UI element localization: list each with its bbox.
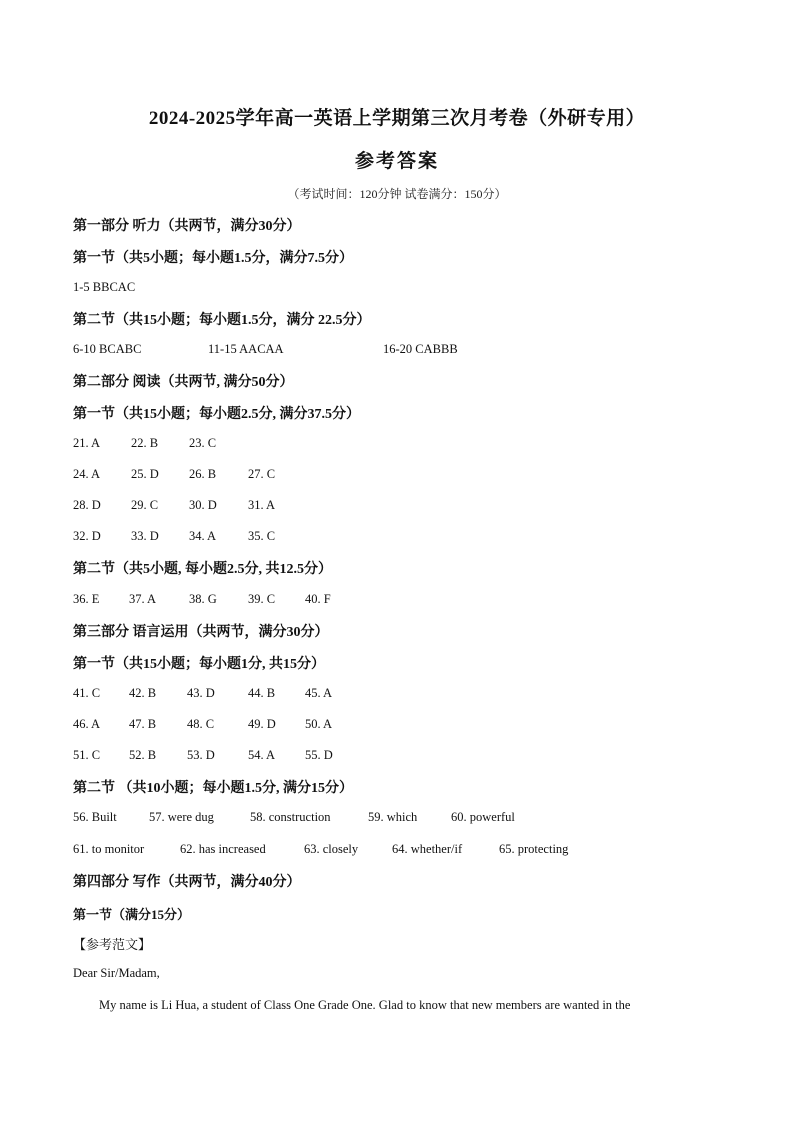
answer-item: 45. A [305, 686, 333, 700]
sample-essay-label: 【参考范文】 [73, 937, 152, 952]
page-subtitle: 参考答案 [354, 151, 439, 172]
part1-sec1-heading: 第一节（共5小题；每小题1.5分，满分7.5分） [73, 251, 353, 266]
answer-item: 44. B [248, 686, 276, 700]
answer-item: 29. C [131, 498, 159, 512]
answer-item: 26. B [189, 467, 217, 481]
part3-heading: 第三部分 语言运用（共两节，满分30分） [73, 625, 329, 640]
exam-note: （考试时间：120分钟 试卷满分：150分） [287, 187, 507, 201]
answer-item: 53. D [187, 748, 215, 762]
answer-item: 51. C [73, 748, 101, 762]
answer-item: 28. D [73, 498, 101, 512]
answer-item: 52. B [129, 748, 157, 762]
part1-sec2-heading: 第二节（共15小题；每小题1.5分，满分 22.5分） [73, 313, 371, 328]
answer-item: 63. closely [304, 842, 359, 856]
answer-item: 57. were dug [149, 810, 214, 824]
part2-sec2-heading: 第二节（共5小题, 每小题2.5分, 共12.5分） [73, 562, 332, 577]
answer-item: 61. to monitor [73, 842, 145, 856]
answer-item: 48. C [187, 717, 215, 731]
answer-item: 64. whether/if [392, 842, 463, 856]
page-title: 2024-2025学年高一英语上学期第三次月考卷（外研专用） [148, 108, 646, 129]
answer-item: 27. C [248, 467, 276, 481]
answer-item: 32. D [73, 529, 101, 543]
answer-item: 41. C [73, 686, 101, 700]
part3-sec2-heading: 第二节 （共10小题；每小题1.5分, 满分15分） [73, 781, 353, 796]
answer-item: 38. G [189, 592, 217, 606]
part4-sec1-heading: 第一节（满分15分） [73, 907, 191, 922]
answer-item: 34. A [189, 529, 217, 543]
part1-heading: 第一部分 听力（共两节，满分30分） [73, 219, 301, 234]
answer-item: 36. E [73, 592, 100, 606]
answer-item: 56. Built [73, 810, 117, 824]
answer-item: 59. which [368, 810, 418, 824]
answer-item: 58. construction [250, 810, 331, 824]
answer-item: 39. C [248, 592, 276, 606]
answer-item: 23. C [189, 436, 217, 450]
part1-sec2-group: 11-15 AACAA [208, 342, 284, 356]
part3-sec1-heading: 第一节（共15小题；每小题1分, 共15分） [73, 657, 325, 672]
answer-item: 21. A [73, 436, 101, 450]
answer-item: 30. D [189, 498, 217, 512]
part4-heading: 第四部分 写作（共两节，满分40分） [73, 875, 301, 890]
answer-item: 40. F [305, 592, 331, 606]
answer-item: 50. A [305, 717, 333, 731]
answer-item: 42. B [129, 686, 157, 700]
answer-item: 25. D [131, 467, 159, 481]
part1-sec1-answers: 1-5 BBCAC [73, 280, 136, 294]
answer-item: 46. A [73, 717, 101, 731]
answer-item: 62. has increased [180, 842, 266, 856]
answer-item: 43. D [187, 686, 215, 700]
part1-sec2-group: 6-10 BCABC [73, 342, 142, 356]
answer-item: 55. D [305, 748, 333, 762]
answer-item: 47. B [129, 717, 157, 731]
answer-item: 65. protecting [499, 842, 569, 856]
answer-item: 33. D [131, 529, 159, 543]
answer-item: 35. C [248, 529, 276, 543]
answer-item: 37. A [129, 592, 157, 606]
answer-item: 22. B [131, 436, 159, 450]
answer-item: 60. powerful [451, 810, 515, 824]
part1-sec2-group: 16-20 CABBB [383, 342, 458, 356]
part2-sec1-heading: 第一节（共15小题；每小题2.5分, 满分37.5分） [73, 407, 360, 422]
part2-heading: 第二部分 阅读（共两节, 满分50分） [73, 375, 294, 390]
answer-item: 49. D [248, 717, 276, 731]
essay-salutation: Dear Sir/Madam, [73, 966, 160, 980]
answer-item: 54. A [248, 748, 276, 762]
essay-paragraph: My name is Li Hua, a student of Class One Grade One. Glad to know that new members are wanted in the [99, 998, 631, 1012]
answer-item: 24. A [73, 467, 101, 481]
answer-item: 31. A [248, 498, 276, 512]
